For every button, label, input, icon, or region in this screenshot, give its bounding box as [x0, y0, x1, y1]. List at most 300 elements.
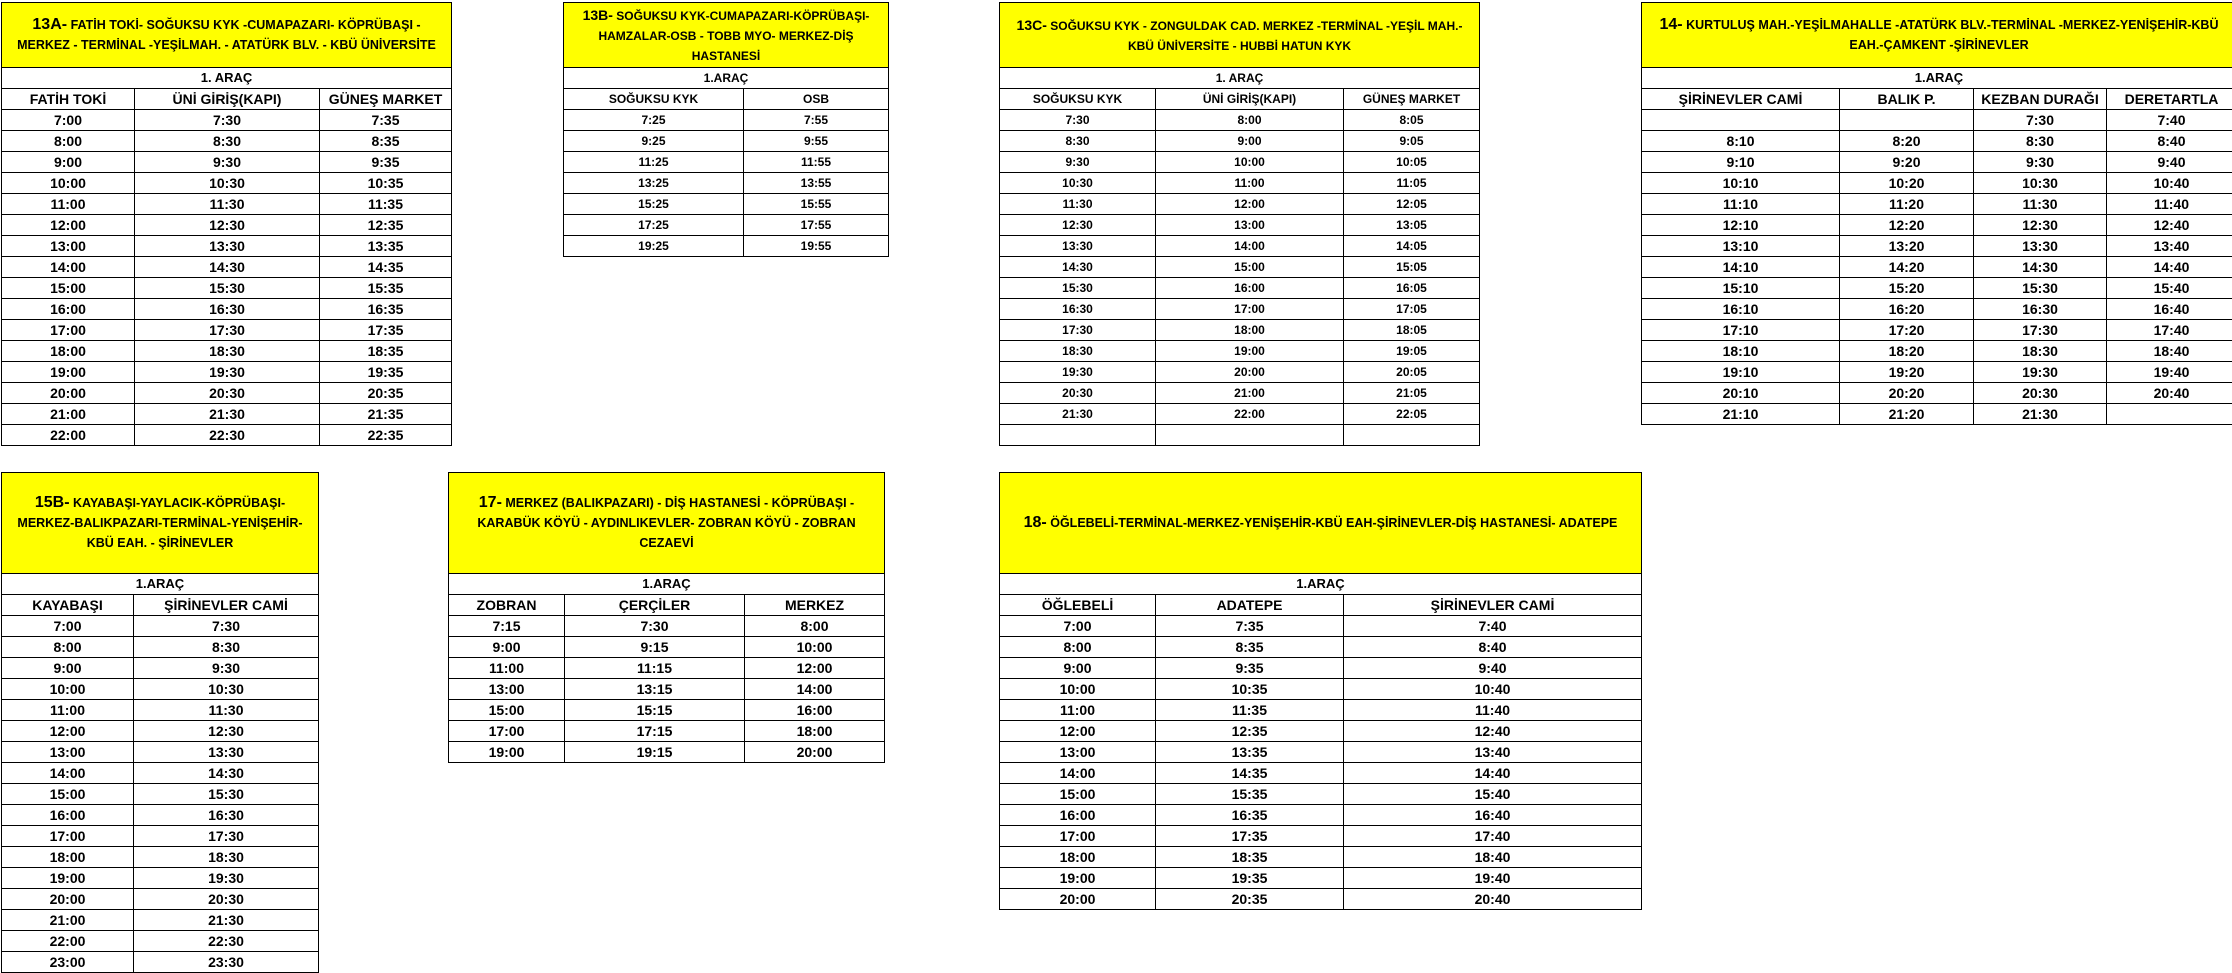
route-code: 13A- [32, 16, 67, 33]
time-cell: 16:40 [1344, 805, 1642, 826]
vehicle-label: 1. ARAÇ [1000, 68, 1480, 89]
time-cell: 8:05 [1344, 110, 1480, 131]
time-cell: 8:40 [1344, 637, 1642, 658]
table-row [1000, 700, 1642, 721]
time-cell: 18:10 [1642, 341, 1840, 362]
column-header: ÇERÇİLER [565, 595, 745, 616]
table-row [2, 236, 452, 257]
table-row [1642, 383, 2232, 404]
route-title [1000, 3, 1480, 68]
time-cell: 7:35 [1156, 616, 1344, 637]
time-cell: 12:00 [2, 721, 134, 742]
time-cell: 16:00 [1156, 278, 1344, 299]
time-cell: 12:00 [1156, 194, 1344, 215]
table-row [1000, 868, 1642, 889]
time-cell: 17:25 [564, 215, 744, 236]
vehicle-label: 1.ARAÇ [564, 68, 889, 89]
time-cell: 12:35 [320, 215, 452, 236]
time-cell: 20:40 [2107, 383, 2232, 404]
table-row [1000, 236, 1480, 257]
time-cell: 22:00 [1156, 404, 1344, 425]
column-header: ŞİRİNEVLER CAMİ [1642, 89, 1840, 110]
time-cell: 9:30 [1000, 152, 1156, 173]
time-cell: 8:35 [320, 131, 452, 152]
table-row [564, 236, 889, 257]
time-cell [1344, 425, 1480, 446]
time-cell: 17:15 [565, 721, 745, 742]
time-cell: 15:00 [1156, 257, 1344, 278]
time-cell: 19:40 [1344, 868, 1642, 889]
time-cell: 18:35 [320, 341, 452, 362]
table-row [1000, 110, 1480, 131]
time-cell: 11:05 [1344, 173, 1480, 194]
time-cell: 18:30 [1974, 341, 2107, 362]
time-cell: 19:15 [565, 742, 745, 763]
time-cell: 14:00 [1000, 763, 1156, 784]
time-cell: 17:35 [320, 320, 452, 341]
table-row [1000, 763, 1642, 784]
time-cell: 17:30 [135, 320, 320, 341]
table-row [449, 742, 885, 763]
table-row [1000, 215, 1480, 236]
time-cell: 20:10 [1642, 383, 1840, 404]
time-cell: 22:30 [135, 425, 320, 446]
table-row [2, 278, 452, 299]
time-cell: 19:30 [1974, 362, 2107, 383]
time-cell: 19:35 [320, 362, 452, 383]
table-row [1000, 152, 1480, 173]
time-cell: 7:30 [1974, 110, 2107, 131]
time-cell: 18:00 [745, 721, 885, 742]
table-row [1642, 131, 2232, 152]
time-cell: 17:00 [1156, 299, 1344, 320]
route-title [449, 473, 885, 574]
route-stops: MERKEZ (BALIKPAZARI) - DİŞ HASTANESİ - KÖPRÜBAŞI - KARABÜK KÖYÜ - AYDINLIKEVLER- ZOBRAN KÖYÜ - ZOBRAN CEZAEVİ [477, 496, 855, 550]
time-cell: 19:10 [1642, 362, 1840, 383]
time-cell: 8:00 [2, 637, 134, 658]
time-cell: 17:00 [2, 826, 134, 847]
time-cell: 13:00 [2, 742, 134, 763]
time-cell: 10:30 [134, 679, 319, 700]
table-row [2, 805, 319, 826]
time-cell: 8:10 [1642, 131, 1840, 152]
time-cell: 9:40 [2107, 152, 2232, 173]
table-row [1642, 278, 2232, 299]
time-cell: 11:30 [1000, 194, 1156, 215]
time-cell: 17:20 [1840, 320, 1974, 341]
time-cell: 10:30 [1974, 173, 2107, 194]
time-cell: 9:10 [1642, 152, 1840, 173]
time-cell: 20:00 [2, 889, 134, 910]
time-cell: 20:05 [1344, 362, 1480, 383]
time-cell: 9:35 [1156, 658, 1344, 679]
time-cell: 13:30 [1000, 236, 1156, 257]
time-cell: 12:30 [1974, 215, 2107, 236]
time-cell: 10:00 [1156, 152, 1344, 173]
time-cell: 20:40 [1344, 889, 1642, 910]
time-cell: 14:00 [2, 763, 134, 784]
time-cell: 15:00 [1000, 784, 1156, 805]
time-cell: 12:20 [1840, 215, 1974, 236]
time-cell: 18:40 [1344, 847, 1642, 868]
vehicle-label: 1.ARAÇ [2, 574, 319, 595]
time-cell: 18:40 [2107, 341, 2232, 362]
route-stops: SOĞUKSU KYK - ZONGULDAK CAD. MERKEZ -TERMİNAL -YEŞİL MAH.-KBÜ ÜNİVERSİTE - HUBBİ HATUN KYK [1050, 19, 1462, 53]
time-cell: 9:25 [564, 131, 744, 152]
column-header: ŞİRİNEVLER CAMİ [134, 595, 319, 616]
time-cell: 22:30 [134, 931, 319, 952]
table-row [2, 721, 319, 742]
time-cell: 17:00 [2, 320, 135, 341]
time-cell: 11:15 [565, 658, 745, 679]
table-row [2, 763, 319, 784]
time-cell: 9:30 [135, 152, 320, 173]
time-cell: 8:30 [134, 637, 319, 658]
time-cell: 21:00 [2, 910, 134, 931]
time-cell: 17:10 [1642, 320, 1840, 341]
time-cell: 13:35 [1156, 742, 1344, 763]
time-cell: 9:55 [744, 131, 889, 152]
route-stops: FATİH TOKİ- SOĞUKSU KYK -CUMAPAZARI- KÖPRÜBAŞI - MERKEZ - TERMİNAL -YEŞİLMAH. - ATATÜRK BLV. - KBÜ ÜNİVERSİTE [17, 18, 436, 52]
time-cell: 11:40 [1344, 700, 1642, 721]
table-row [1642, 173, 2232, 194]
time-cell: 9:30 [134, 658, 319, 679]
time-cell: 20:20 [1840, 383, 1974, 404]
time-cell: 18:35 [1156, 847, 1344, 868]
table-row [449, 658, 885, 679]
time-cell: 15:30 [1974, 278, 2107, 299]
time-cell: 8:00 [2, 131, 135, 152]
table-row [2, 173, 452, 194]
table-row [1000, 194, 1480, 215]
time-cell: 9:00 [2, 658, 134, 679]
table-row [2, 952, 319, 973]
column-header: MERKEZ [745, 595, 885, 616]
time-cell: 18:30 [1000, 341, 1156, 362]
time-cell: 11:10 [1642, 194, 1840, 215]
time-cell: 12:40 [1344, 721, 1642, 742]
time-cell: 9:30 [1974, 152, 2107, 173]
time-cell: 17:30 [1000, 320, 1156, 341]
time-cell: 17:30 [134, 826, 319, 847]
table-row [2, 215, 452, 236]
table-row [1000, 784, 1642, 805]
time-cell: 13:30 [1974, 236, 2107, 257]
time-cell: 20:30 [134, 889, 319, 910]
time-cell: 12:40 [2107, 215, 2232, 236]
time-cell: 13:25 [564, 173, 744, 194]
time-cell: 21:00 [1156, 383, 1344, 404]
time-cell: 18:30 [134, 847, 319, 868]
column-header: SOĞUKSU KYK [564, 89, 744, 110]
table-row [1000, 404, 1480, 425]
schedule-table-17 [448, 472, 885, 763]
time-cell: 23:00 [2, 952, 134, 973]
time-cell: 16:30 [1000, 299, 1156, 320]
time-cell: 12:05 [1344, 194, 1480, 215]
time-cell: 20:00 [1000, 889, 1156, 910]
time-cell: 14:00 [745, 679, 885, 700]
time-cell: 13:10 [1642, 236, 1840, 257]
time-cell: 14:40 [1344, 763, 1642, 784]
table-row [449, 721, 885, 742]
time-cell: 21:00 [2, 404, 135, 425]
time-cell: 15:00 [2, 784, 134, 805]
table-row [1000, 278, 1480, 299]
time-cell: 16:00 [2, 299, 135, 320]
time-cell: 12:35 [1156, 721, 1344, 742]
time-cell: 8:30 [135, 131, 320, 152]
time-cell: 14:30 [135, 257, 320, 278]
time-cell: 12:00 [745, 658, 885, 679]
route-stops: KAYABAŞI-YAYLACIK-KÖPRÜBAŞI-MERKEZ-BALIKPAZARI-TERMİNAL-YENİŞEHİR-KBÜ EAH. - ŞİRİNEVLER [17, 496, 302, 550]
time-cell: 7:30 [565, 616, 745, 637]
time-cell: 14:30 [134, 763, 319, 784]
time-cell: 15:30 [1000, 278, 1156, 299]
time-cell: 7:15 [449, 616, 565, 637]
time-cell: 19:20 [1840, 362, 1974, 383]
time-cell: 19:00 [2, 362, 135, 383]
table-row [1000, 173, 1480, 194]
time-cell: 19:05 [1344, 341, 1480, 362]
route-code: 18- [1024, 514, 1047, 531]
table-row [1000, 847, 1642, 868]
time-cell: 8:30 [1974, 131, 2107, 152]
column-header: FATİH TOKİ [2, 89, 135, 110]
table-row [1000, 257, 1480, 278]
time-cell: 18:00 [1156, 320, 1344, 341]
time-cell: 15:40 [2107, 278, 2232, 299]
time-cell: 13:40 [1344, 742, 1642, 763]
schedule-table-13c [999, 2, 1480, 446]
time-cell: 17:05 [1344, 299, 1480, 320]
time-cell: 9:40 [1344, 658, 1642, 679]
time-cell: 10:00 [1000, 679, 1156, 700]
table-row [2, 341, 452, 362]
time-cell: 16:05 [1344, 278, 1480, 299]
time-cell: 20:35 [1156, 889, 1344, 910]
table-row [1000, 616, 1642, 637]
time-cell: 8:30 [1000, 131, 1156, 152]
time-cell: 19:00 [1156, 341, 1344, 362]
table-row [1642, 320, 2232, 341]
column-header: GÜNEŞ MARKET [320, 89, 452, 110]
time-cell: 21:10 [1642, 404, 1840, 425]
time-cell: 11:35 [320, 194, 452, 215]
time-cell: 7:30 [1000, 110, 1156, 131]
time-cell: 7:35 [320, 110, 452, 131]
time-cell: 19:00 [449, 742, 565, 763]
schedule-table-14 [1641, 2, 2232, 425]
table-row [2, 425, 452, 446]
column-header: ADATEPE [1156, 595, 1344, 616]
column-header: OSB [744, 89, 889, 110]
table-row [1642, 341, 2232, 362]
time-cell: 8:00 [1156, 110, 1344, 131]
time-cell: 7:00 [2, 616, 134, 637]
time-cell: 17:40 [2107, 320, 2232, 341]
time-cell: 11:30 [134, 700, 319, 721]
time-cell: 19:00 [1000, 868, 1156, 889]
time-cell: 7:00 [2, 110, 135, 131]
time-cell: 21:05 [1344, 383, 1480, 404]
time-cell: 10:00 [2, 173, 135, 194]
table-row [449, 700, 885, 721]
time-cell: 20:00 [1156, 362, 1344, 383]
table-row [564, 173, 889, 194]
time-cell: 14:00 [2, 257, 135, 278]
time-cell: 15:00 [2, 278, 135, 299]
time-cell: 15:20 [1840, 278, 1974, 299]
schedule-table-13a [1, 2, 452, 446]
time-cell: 13:35 [320, 236, 452, 257]
time-cell: 7:40 [1344, 616, 1642, 637]
time-cell: 14:30 [1000, 257, 1156, 278]
time-cell: 12:30 [1000, 215, 1156, 236]
time-cell: 13:30 [135, 236, 320, 257]
route-stops: SOĞUKSU KYK-CUMAPAZARI-KÖPRÜBAŞI-HAMZALAR-OSB - TOBB MYO- MERKEZ-DİŞ HASTANESİ [598, 9, 869, 63]
time-cell: 9:00 [449, 637, 565, 658]
table-row [2, 110, 452, 131]
time-cell: 11:30 [1974, 194, 2107, 215]
route-title [2, 3, 452, 68]
time-cell: 8:40 [2107, 131, 2232, 152]
time-cell: 19:00 [2, 868, 134, 889]
table-row [1642, 362, 2232, 383]
table-row [1000, 425, 1480, 446]
time-cell: 22:00 [2, 425, 135, 446]
time-cell: 11:00 [2, 194, 135, 215]
route-stops: KURTULUŞ MAH.-YEŞİLMAHALLE -ATATÜRK BLV.-TERMİNAL -MERKEZ-YENİŞEHİR-KBÜ EAH.-ÇAMKENT -ŞİRİNEVLER [1686, 18, 2218, 52]
time-cell: 13:15 [565, 679, 745, 700]
time-cell: 17:00 [1000, 826, 1156, 847]
time-cell: 20:30 [1000, 383, 1156, 404]
time-cell: 7:40 [2107, 110, 2232, 131]
time-cell: 10:40 [2107, 173, 2232, 194]
time-cell: 10:30 [135, 173, 320, 194]
vehicle-label: 1.ARAÇ [1000, 574, 1642, 595]
time-cell: 7:30 [134, 616, 319, 637]
time-cell: 17:55 [744, 215, 889, 236]
time-cell: 20:35 [320, 383, 452, 404]
time-cell: 13:00 [2, 236, 135, 257]
table-row [1000, 299, 1480, 320]
table-row [564, 215, 889, 236]
time-cell: 7:30 [135, 110, 320, 131]
table-row [2, 257, 452, 278]
table-row [2, 131, 452, 152]
column-header: BALIK P. [1840, 89, 1974, 110]
time-cell: 19:30 [134, 868, 319, 889]
time-cell: 13:00 [449, 679, 565, 700]
time-cell: 20:30 [1974, 383, 2107, 404]
time-cell: 22:35 [320, 425, 452, 446]
table-row [449, 616, 885, 637]
time-cell: 7:25 [564, 110, 744, 131]
time-cell: 16:00 [745, 700, 885, 721]
time-cell: 7:55 [744, 110, 889, 131]
time-cell: 13:00 [1156, 215, 1344, 236]
time-cell: 18:00 [2, 847, 134, 868]
table-row [1000, 383, 1480, 404]
column-header: GÜNEŞ MARKET [1344, 89, 1480, 110]
time-cell: 18:00 [2, 341, 135, 362]
time-cell: 17:30 [1974, 320, 2107, 341]
table-row [2, 404, 452, 425]
column-header: DERETARTLA [2107, 89, 2232, 110]
time-cell: 14:35 [320, 257, 452, 278]
time-cell: 14:05 [1344, 236, 1480, 257]
time-cell: 8:00 [1000, 637, 1156, 658]
table-row [1000, 721, 1642, 742]
time-cell: 13:20 [1840, 236, 1974, 257]
time-cell: 18:30 [135, 341, 320, 362]
route-title [2, 473, 319, 574]
schedule-table-15b [1, 472, 319, 973]
time-cell: 19:25 [564, 236, 744, 257]
table-row [1000, 658, 1642, 679]
table-row [2, 847, 319, 868]
route-code: 17- [479, 494, 502, 511]
time-cell: 10:35 [320, 173, 452, 194]
time-cell: 16:20 [1840, 299, 1974, 320]
route-code: 15B- [35, 494, 70, 511]
time-cell: 21:30 [1974, 404, 2107, 425]
time-cell: 9:15 [565, 637, 745, 658]
schedule-table-13b [563, 2, 889, 257]
time-cell [1156, 425, 1344, 446]
column-header: ZOBRAN [449, 595, 565, 616]
time-cell: 16:00 [2, 805, 134, 826]
time-cell: 16:40 [2107, 299, 2232, 320]
table-row [2, 742, 319, 763]
time-cell: 11:40 [2107, 194, 2232, 215]
time-cell: 13:00 [1000, 742, 1156, 763]
time-cell: 11:20 [1840, 194, 1974, 215]
time-cell: 21:20 [1840, 404, 1974, 425]
column-header: KEZBAN DURAĞI [1974, 89, 2107, 110]
table-row [2, 637, 319, 658]
table-row [1642, 215, 2232, 236]
vehicle-label: 1.ARAÇ [1642, 68, 2232, 89]
column-header: SOĞUKSU KYK [1000, 89, 1156, 110]
time-cell [2107, 404, 2232, 425]
table-row [1642, 299, 2232, 320]
time-cell: 16:30 [134, 805, 319, 826]
time-cell: 16:30 [135, 299, 320, 320]
time-cell: 17:40 [1344, 826, 1642, 847]
time-cell: 11:35 [1156, 700, 1344, 721]
table-row [1000, 637, 1642, 658]
time-cell: 9:00 [1000, 658, 1156, 679]
time-cell: 21:30 [135, 404, 320, 425]
table-row [2, 152, 452, 173]
time-cell: 21:35 [320, 404, 452, 425]
time-cell: 12:30 [135, 215, 320, 236]
table-row [564, 194, 889, 215]
time-cell: 13:40 [2107, 236, 2232, 257]
route-title [564, 3, 889, 68]
table-row [1000, 742, 1642, 763]
table-row [564, 152, 889, 173]
time-cell: 15:55 [744, 194, 889, 215]
time-cell: 19:30 [135, 362, 320, 383]
time-cell: 10:30 [1000, 173, 1156, 194]
table-row [2, 826, 319, 847]
time-cell: 13:05 [1344, 215, 1480, 236]
time-cell: 11:25 [564, 152, 744, 173]
time-cell: 14:30 [1974, 257, 2107, 278]
